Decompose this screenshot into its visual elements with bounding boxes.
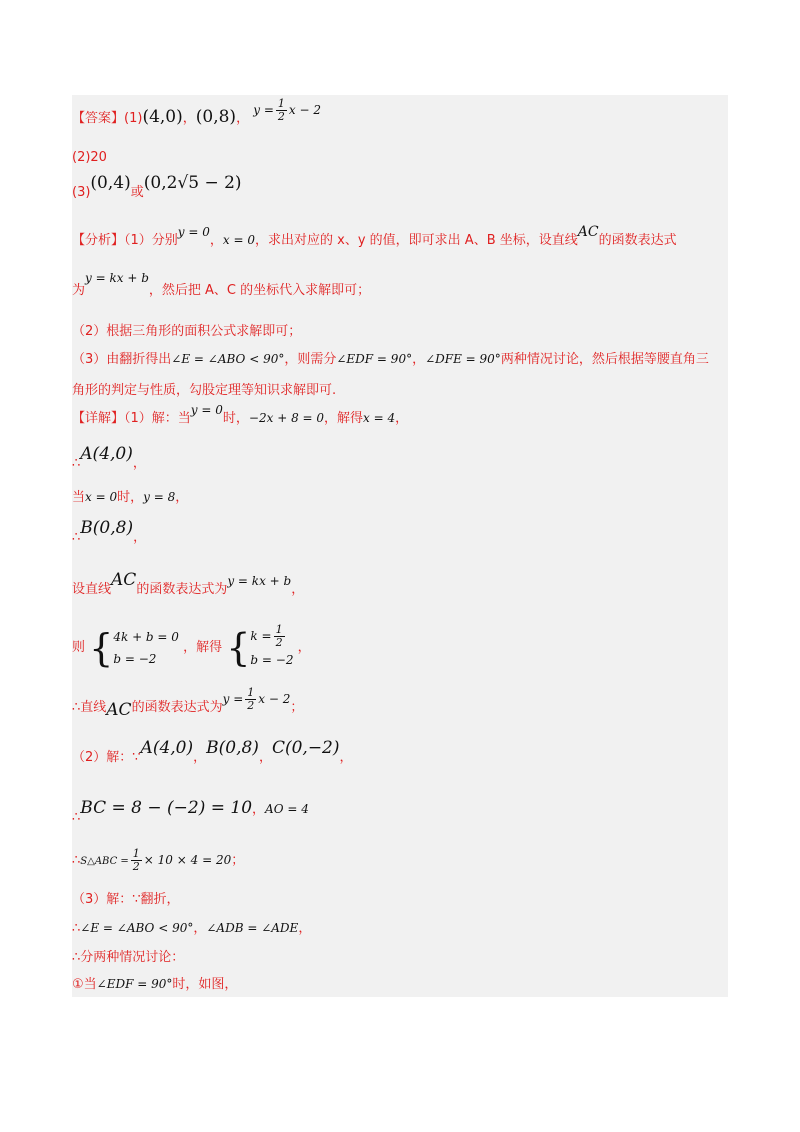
answer-part1: 【答案】(1)(4,0)，(0,8)， y = $\frac{1}{2}$ x − 2 <box>72 97 321 127</box>
detail-bc: ∴BC = 8 − (−2) = 10，AO = 4 <box>72 798 309 825</box>
detail-line5: 设直线AC的函数表达式为y = kx + b， <box>72 570 305 597</box>
detail-tag: 【详解】 <box>72 411 125 426</box>
line-equation: y = $\frac{1}{2}$ x − 2 <box>253 97 321 123</box>
analysis-line4: （3）由翻折得出∠E = ∠ABO < 90°，则需分∠EDF = 90°，∠DFE = 90°两种情况讨论，然后根据等腰直角三 <box>72 352 709 367</box>
detail-part3-line3: ∴分两种情况讨论： <box>72 950 185 965</box>
point-A: (4,0) <box>142 107 183 127</box>
detail-part2: （2）解：∵A(4,0)，B(0,8)，C(0,−2)， <box>72 738 353 765</box>
detail-area: ∴S△ABC = $\frac{1}{2}$ × 10 × 4 = 20； <box>72 847 245 873</box>
detail-system: 则 { 4k + b = 0 b = −2 ，解得 { k = $\frac{1}{2}$ b = −2 ， <box>72 623 311 670</box>
detail-part3-line2: ∴∠E = ∠ABO < 90°，∠ADB = ∠ADE， <box>72 921 312 936</box>
detail-line7: ∴直线AC的函数表达式为y = $\frac{1}{2}$ x − 2； <box>72 686 304 720</box>
detail-line3: 当x = 0时，y = 8， <box>72 490 189 505</box>
answer-part3: (3)(0,4)或(0,2√5 − 2) <box>72 173 242 200</box>
analysis-tag: 【分析】 <box>72 233 125 248</box>
detail-case1: ①当∠EDF = 90°时，如图， <box>72 977 238 992</box>
point-B: (0,8) <box>195 107 237 127</box>
answer-part2: (2)20 <box>72 150 107 165</box>
analysis-line2: 为y = kx + b，然后把 A、C 的坐标代入求解即可； <box>72 271 371 298</box>
analysis-line1: 【分析】（1）分别y = 0，x = 0，求出对应的 x、y 的值，即可求出 A、B 坐标，设直线AC的函数表达式 <box>72 224 677 248</box>
detail-part3: （3）解：∵翻折， <box>72 892 180 907</box>
analysis-line5: 角形的判定与性质，勾股定理等知识求解即可. <box>72 383 337 398</box>
analysis-line3: （2）根据三角形的面积公式求解即可； <box>72 324 302 339</box>
detail-line1: 【详解】（1）解：当y = 0时，−2x + 8 = 0，解得x = 4， <box>72 403 409 426</box>
detail-line2: ∴A(4,0)， <box>72 444 146 471</box>
answer-tag: 【答案】 <box>72 111 125 126</box>
detail-line4: ∴B(0,8)， <box>72 518 147 545</box>
